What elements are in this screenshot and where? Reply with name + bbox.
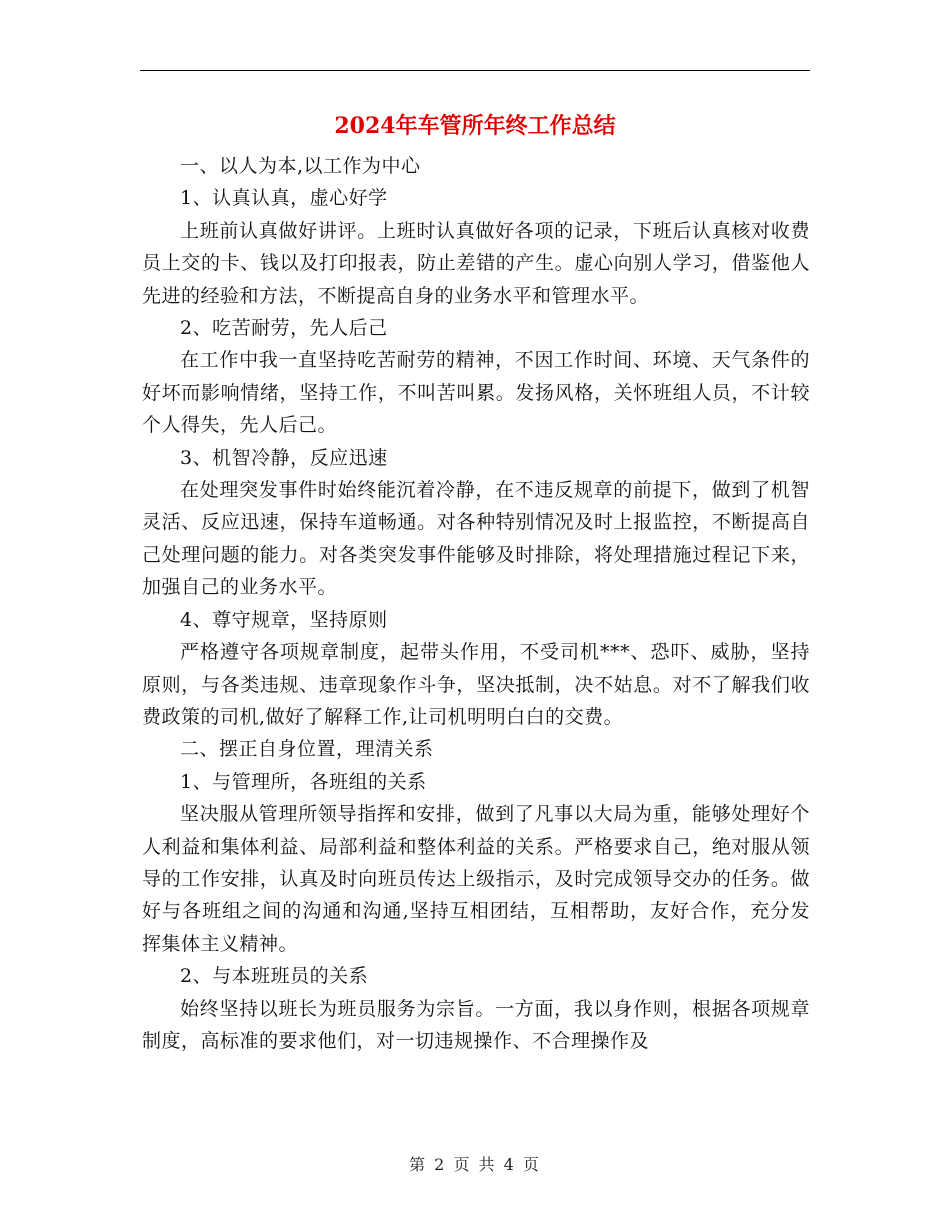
subheading-1-2: 2、吃苦耐劳，先人后己	[180, 317, 388, 340]
subheading-1-4: 4、尊守规章，坚持原则	[180, 608, 388, 631]
paragraph: 坚决服从管理所领导指挥和安排，做到了凡事以大局为重，能够处理好个人利益和集体利益、局部利益和整体利益的关系。严格要求自己，绝对服从领导的工作安排，认真及时向班员传达上级指示，及时完成领导交办的任务。做好与各班组之间的沟通和沟通,坚持互相团结，互相帮助，友好合作，充分发挥集体主义精神。	[142, 803, 810, 955]
header-rule	[140, 70, 810, 71]
paragraph: 始终坚持以班长为班员服务为宗旨。一方面，我以身作则，根据各项规章制度，高标准的要求他们，对一切违规操作、不合理操作及	[142, 997, 810, 1052]
paragraph: 严格遵守各项规章制度，起带头作用，不受司机***、恐吓、威胁，坚持原则，与各类违规、违章现象作斗争，坚决抵制，决不姑息。对不了解我们收费政策的司机,做好了解释工作,让司机明明白白的交费。	[142, 641, 810, 728]
subheading-2-1: 1、与管理所，各班组的关系	[180, 770, 427, 793]
paragraph: 上班前认真做好讲评。上班时认真做好各项的记录，下班后认真核对收费员上交的卡、钱以及打印报表，防止差错的产生。虚心向别人学习，借鉴他人先进的经验和方法，不断提高自身的业务水平和管理水平。	[142, 219, 810, 307]
document-title: 2024年车管所年终工作总结	[334, 113, 616, 139]
paragraph: 在处理突发事件时始终能沉着冷静，在不违反规章的前提下，做到了机智灵活、反应迅速，保持车道畅通。对各种特别情况及时上报监控，不断提高自己处理问题的能力。对各类突发事件能够及时排除，将处理措施过程记下来，加强自己的业务水平。	[142, 479, 810, 599]
page-footer: 第 2 页 共 4 页	[409, 1155, 541, 1174]
heading-section-2: 二、摆正自身位置，理清关系	[180, 738, 434, 761]
subheading-2-2: 2、与本班班员的关系	[180, 965, 369, 988]
subheading-1-3: 3、机智冷静，反应迅速	[180, 446, 388, 469]
heading-section-1: 一、以人为本,以工作为中心	[180, 155, 421, 177]
paragraph: 在工作中我一直坚持吃苦耐劳的精神，不因工作时间、环境、天气条件的好坏而影响情绪，坚持工作，不叫苦叫累。发扬风格，关怀班组人员，不计较个人得失，先人后己。	[142, 349, 810, 437]
document-body	[142, 150, 810, 1057]
subheading-1-1: 1、认真认真，虚心好学	[180, 187, 388, 210]
